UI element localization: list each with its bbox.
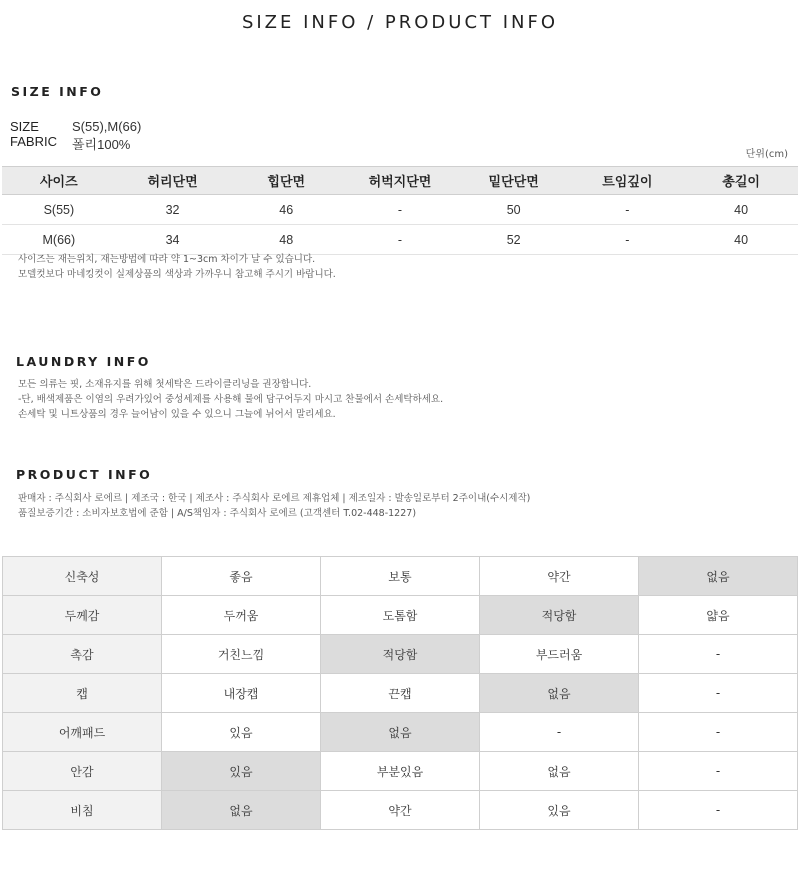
attribute-option: - (639, 635, 798, 674)
attribute-option: 도톰함 (321, 596, 480, 635)
table-cell: - (343, 195, 457, 225)
column-header: 허벅지단면 (343, 167, 457, 195)
attribute-option: 약간 (480, 557, 639, 596)
attribute-option: 얇음 (639, 596, 798, 635)
attribute-option-selected: 없음 (480, 674, 639, 713)
attribute-option: - (639, 791, 798, 830)
attribute-option: 거친느낌 (162, 635, 321, 674)
size-note: 모델컷보다 마네킹컷이 실제상품의 색상과 가까우니 참고해 주시기 바랍니다. (18, 269, 336, 280)
attribute-label: 캡 (3, 674, 162, 713)
size-table (2, 166, 798, 255)
table-cell: 40 (684, 195, 798, 225)
table-cell: 46 (229, 195, 343, 225)
table-cell: 40 (684, 225, 798, 255)
attribute-option: 있음 (480, 791, 639, 830)
laundry-line: 손세탁 및 니트상품의 경우 늘어남이 있을 수 있으니 그늘에 뉘어서 말리세요. (18, 409, 336, 420)
attribute-label: 안감 (3, 752, 162, 791)
attribute-option: - (639, 713, 798, 752)
column-header: 총길이 (684, 167, 798, 195)
table-cell: 50 (457, 195, 571, 225)
fabric-key: FABRIC (10, 134, 57, 149)
column-header: 트임깊이 (571, 167, 685, 195)
attribute-option-selected: 있음 (162, 752, 321, 791)
attribute-row (3, 752, 798, 791)
table-cell: 34 (116, 225, 230, 255)
attribute-table (2, 556, 798, 830)
table-cell: - (343, 225, 457, 255)
attribute-label: 두께감 (3, 596, 162, 635)
attribute-option-selected: 없음 (639, 557, 798, 596)
fabric-value: 폴리100% (72, 137, 131, 152)
attribute-option: - (639, 752, 798, 791)
table-cell: - (571, 225, 685, 255)
column-header: 밑단단면 (457, 167, 571, 195)
size-info-heading: SIZE INFO (11, 84, 104, 99)
attribute-option: 부분있음 (321, 752, 480, 791)
attribute-label: 어깨패드 (3, 713, 162, 752)
attribute-row (3, 635, 798, 674)
attribute-option-selected: 적당함 (321, 635, 480, 674)
page-title: SIZE INFO / PRODUCT INFO (241, 12, 559, 33)
size-key: SIZE (10, 119, 39, 134)
laundry-info-heading: LAUNDRY INFO (16, 354, 151, 369)
laundry-line: -단, 배색제품은 이염의 우려가있어 중성세제를 사용해 물에 담구어두지 마시고 찬물에서 손세탁하세요. (18, 394, 444, 405)
attribute-option: 없음 (480, 752, 639, 791)
column-header: 사이즈 (2, 167, 116, 195)
table-row (2, 225, 798, 255)
attribute-option: 내장캡 (162, 674, 321, 713)
attribute-row (3, 596, 798, 635)
unit-label: 단위(cm) (745, 149, 788, 160)
attribute-option: 보통 (321, 557, 480, 596)
attribute-label: 촉감 (3, 635, 162, 674)
attribute-option: - (480, 713, 639, 752)
attribute-option: 약간 (321, 791, 480, 830)
attribute-label: 비침 (3, 791, 162, 830)
table-cell: 32 (116, 195, 230, 225)
attribute-option: 부드러움 (480, 635, 639, 674)
table-cell: 52 (457, 225, 571, 255)
attribute-option: 끈캡 (321, 674, 480, 713)
attribute-label: 신축성 (3, 557, 162, 596)
attribute-option: 있음 (162, 713, 321, 752)
attribute-row (3, 713, 798, 752)
attribute-option-selected: 없음 (162, 791, 321, 830)
product-line: 판매자 : 주식회사 로에르 | 제조국 : 한국 | 제조사 : 주식회사 로에르 제휴업체 | 제조일자 : 발송일로부터 2주이내(수시제작) (18, 493, 531, 504)
attribute-option-selected: 적당함 (480, 596, 639, 635)
attribute-option-selected: 없음 (321, 713, 480, 752)
size-note: 사이즈는 재는위치, 재는방법에 따라 약 1~3cm 차이가 날 수 있습니다. (18, 254, 316, 265)
product-info-heading: PRODUCT INFO (16, 467, 153, 482)
table-cell: - (571, 195, 685, 225)
attribute-row (3, 674, 798, 713)
table-cell: 48 (229, 225, 343, 255)
size-table-header (2, 167, 798, 195)
attribute-option: 두꺼움 (162, 596, 321, 635)
attribute-option: 좋음 (162, 557, 321, 596)
table-row (2, 195, 798, 225)
attribute-row (3, 557, 798, 596)
attribute-option: - (639, 674, 798, 713)
product-line: 품질보증기간 : 소비자보호법에 준함 | A/S책임자 : 주식회사 로에르 (고객센터 T.02-448-1227) (18, 508, 417, 519)
table-cell: S(55) (2, 195, 116, 225)
column-header: 허리단면 (116, 167, 230, 195)
column-header: 힙단면 (229, 167, 343, 195)
laundry-line: 모든 의류는 핏, 소재유지를 위해 첫세탁은 드라이클리닝을 권장합니다. (18, 379, 312, 390)
table-cell: M(66) (2, 225, 116, 255)
size-value: S(55),M(66) (72, 119, 142, 134)
attribute-row (3, 791, 798, 830)
